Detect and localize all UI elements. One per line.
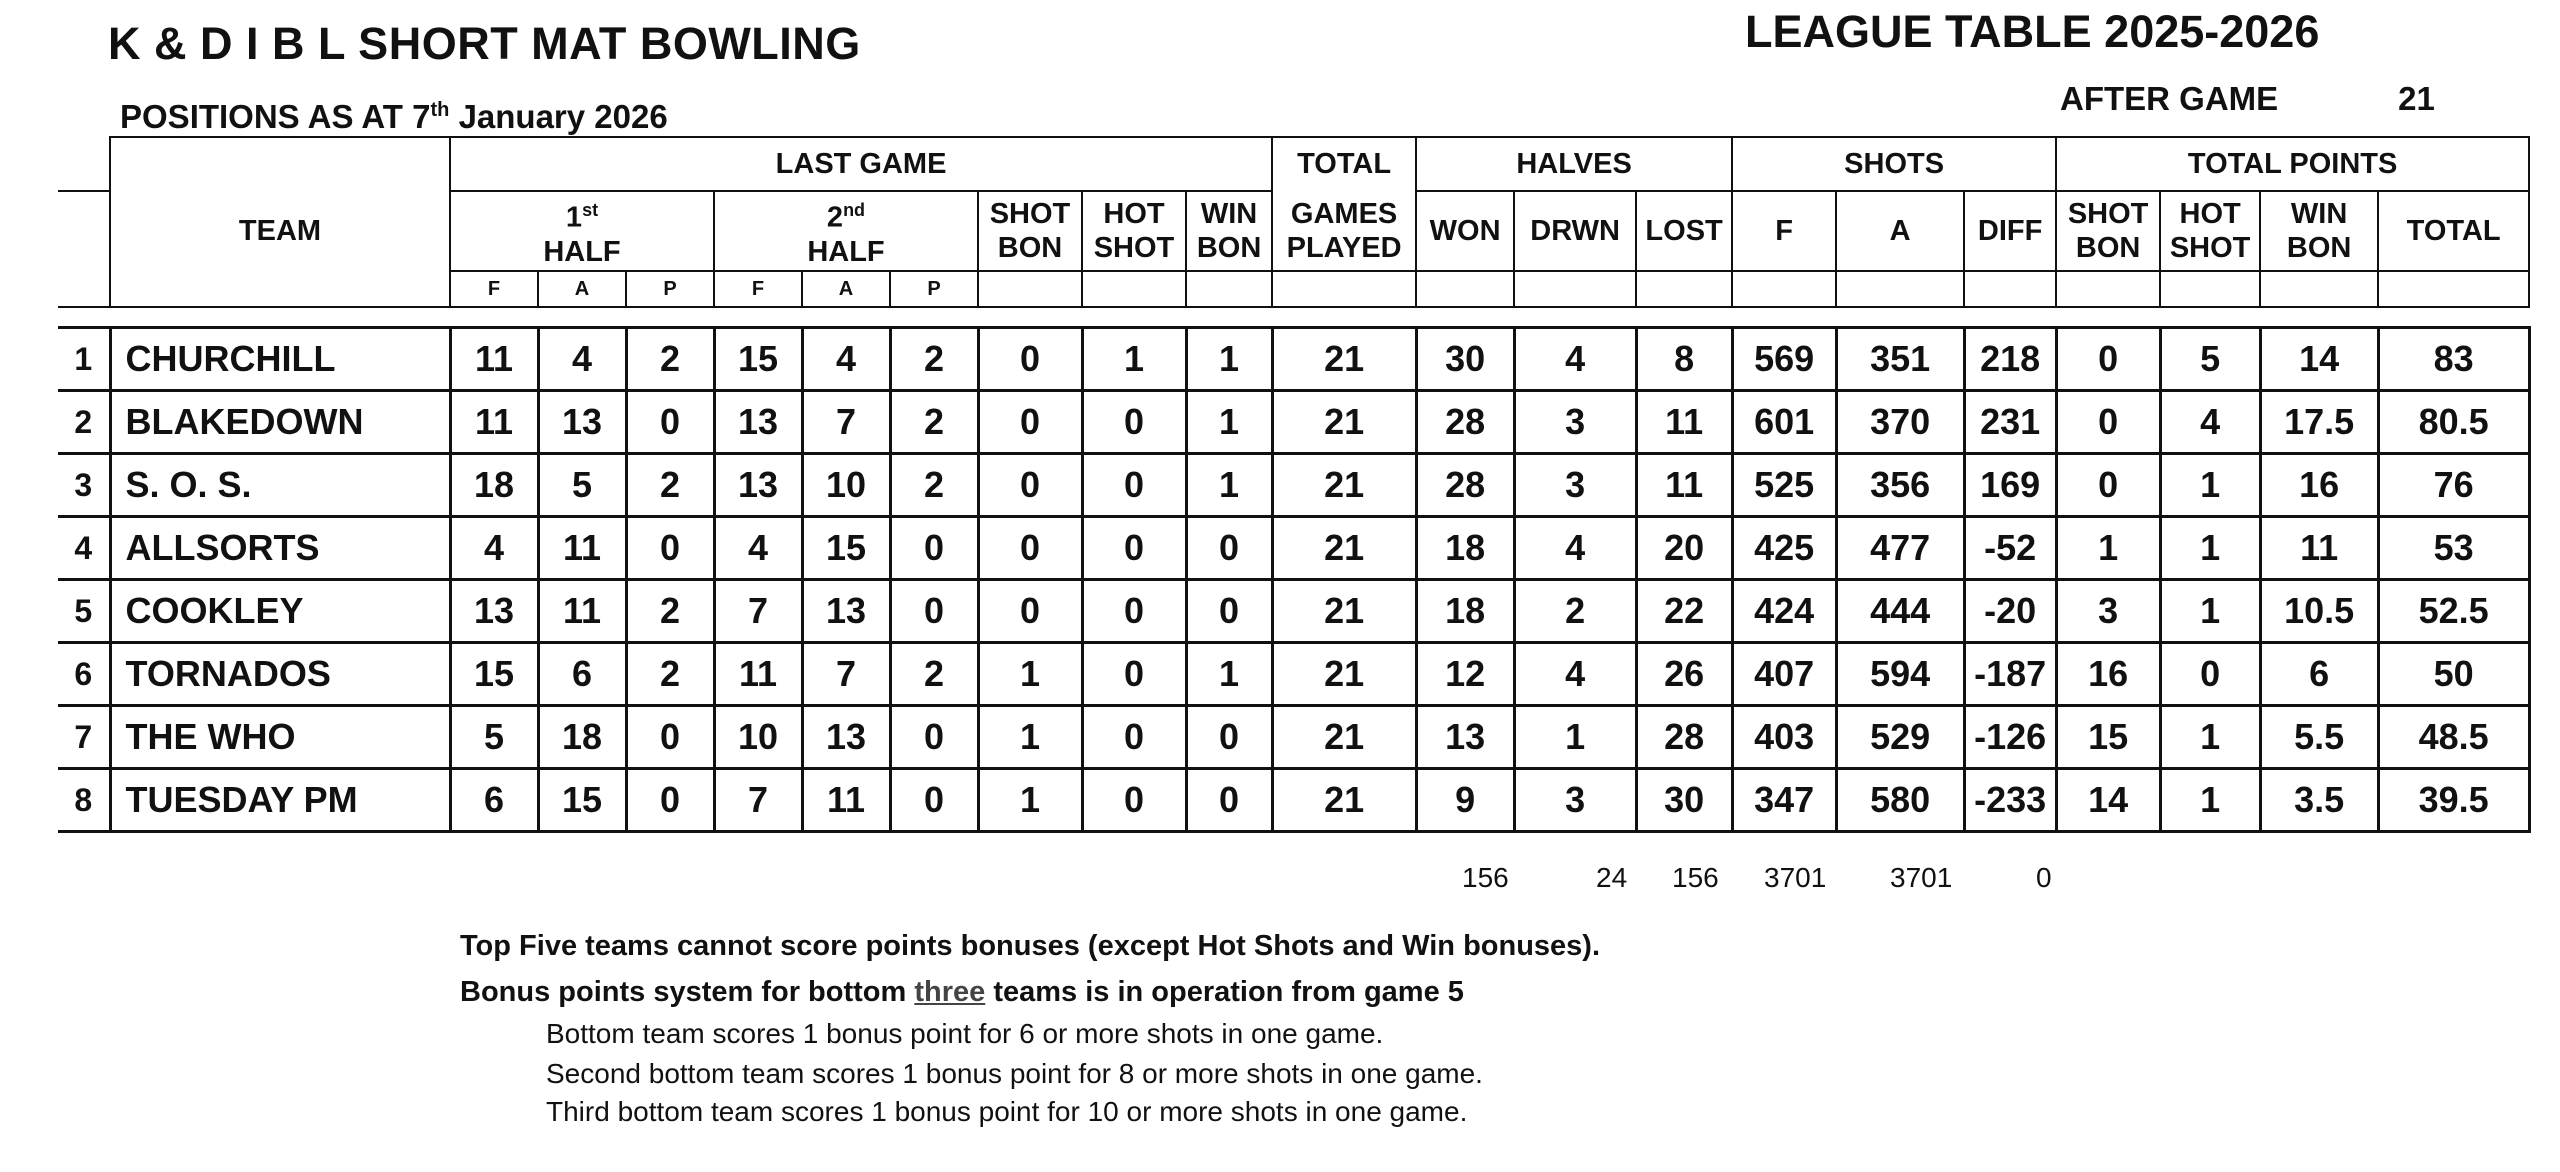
tp-hot-line2: SHOT — [2169, 232, 2251, 264]
cell-h2p: 2 — [890, 328, 978, 391]
drwn-header: DRWN — [1514, 191, 1636, 271]
lost-header: LOST — [1636, 191, 1732, 271]
cell-h1a: 11 — [538, 517, 626, 580]
cell-played: 21 — [1272, 517, 1416, 580]
cell-h2a: 4 — [802, 328, 890, 391]
cell-h2p: 0 — [890, 706, 978, 769]
cell-tp-hot: 1 — [2160, 769, 2260, 832]
tp-shot-line2: BON — [2075, 232, 2141, 264]
cell-team: COOKLEY — [110, 580, 450, 643]
cell-h1p: 2 — [626, 580, 714, 643]
cell-team: TORNADOS — [110, 643, 450, 706]
cell-hot-shot: 0 — [1082, 454, 1186, 517]
games-played-header — [1272, 191, 1416, 271]
cell-pos: 8 — [58, 769, 110, 832]
cell-shot-bon: 1 — [978, 769, 1082, 832]
cell-win-bon: 0 — [1186, 580, 1272, 643]
cell-tp-shot: 16 — [2056, 643, 2160, 706]
cell-h1p: 2 — [626, 328, 714, 391]
cell-played: 21 — [1272, 391, 1416, 454]
cell-h1f: 6 — [450, 769, 538, 832]
shot-bon-line1: SHOT — [989, 198, 1071, 230]
diff-header: DIFF — [1964, 191, 2056, 271]
cell-diff: 169 — [1964, 454, 2056, 517]
tp-win-line2: BON — [2286, 232, 2352, 264]
cell-won: 13 — [1416, 706, 1514, 769]
cell-sf: 347 — [1732, 769, 1836, 832]
tp-shot-line1: SHOT — [2067, 198, 2149, 230]
cell-drwn: 1 — [1514, 706, 1636, 769]
cell-hot-shot: 0 — [1082, 706, 1186, 769]
cell-tp-win: 5.5 — [2260, 706, 2378, 769]
shots-f-header: F — [1732, 191, 1836, 271]
shot-bon-line2: BON — [997, 232, 1063, 264]
cell-team: BLAKEDOWN — [110, 391, 450, 454]
first-half-header — [450, 191, 714, 271]
cell-sf: 525 — [1732, 454, 1836, 517]
cell-h1p: 2 — [626, 643, 714, 706]
sub-empty — [1082, 271, 1186, 307]
cell-team: CHURCHILL — [110, 328, 450, 391]
total-shots-a: 3701 — [1890, 862, 1953, 893]
cell-shot-bon: 0 — [978, 517, 1082, 580]
cell-diff: -187 — [1964, 643, 2056, 706]
second-half-num: 2 — [826, 201, 844, 234]
cell-tp-hot: 1 — [2160, 454, 2260, 517]
cell-h1f: 15 — [450, 643, 538, 706]
table-row — [58, 580, 2529, 643]
note-bonus-system — [460, 976, 1464, 1009]
pos-header — [58, 191, 110, 271]
sub-empty — [1514, 271, 1636, 307]
second-half-header — [714, 191, 978, 271]
cell-drwn: 2 — [1514, 580, 1636, 643]
cell-total: 52.5 — [2378, 580, 2529, 643]
sub-empty — [1836, 271, 1964, 307]
cell-diff: 231 — [1964, 391, 2056, 454]
total-won: 156 — [1462, 862, 1509, 893]
cell-h2f: 10 — [714, 706, 802, 769]
shots-a-header: A — [1836, 191, 1964, 271]
cell-h1f: 5 — [450, 706, 538, 769]
first-half-sup: st — [582, 200, 599, 221]
cell-total: 83 — [2378, 328, 2529, 391]
cell-tp-hot: 1 — [2160, 517, 2260, 580]
total-lost: 156 — [1672, 862, 1719, 893]
sub-empty — [1416, 271, 1514, 307]
win-bon-line2: BON — [1196, 232, 1262, 264]
rule-second-bottom: Second bottom team scores 1 bonus point for 8 or more shots in one game. — [546, 1058, 1483, 1089]
cell-h1p: 0 — [626, 769, 714, 832]
cell-played: 21 — [1272, 769, 1416, 832]
total-drwn: 24 — [1596, 862, 1628, 893]
sub-empty — [1186, 271, 1272, 307]
cell-tp-shot: 0 — [2056, 328, 2160, 391]
cell-diff: 218 — [1964, 328, 2056, 391]
cell-h2a: 7 — [802, 391, 890, 454]
cell-sf: 601 — [1732, 391, 1836, 454]
league-table — [58, 136, 2531, 833]
cell-drwn: 3 — [1514, 391, 1636, 454]
cell-tp-win: 14 — [2260, 328, 2378, 391]
cell-h1a: 6 — [538, 643, 626, 706]
table-row — [58, 517, 2529, 580]
separator — [58, 307, 2529, 328]
cell-total: 53 — [2378, 517, 2529, 580]
cell-h1f: 11 — [450, 391, 538, 454]
table-row — [58, 328, 2529, 391]
cell-total: 48.5 — [2378, 706, 2529, 769]
cell-tp-hot: 4 — [2160, 391, 2260, 454]
table-row — [58, 391, 2529, 454]
cell-tp-shot: 3 — [2056, 580, 2160, 643]
cell-diff: -52 — [1964, 517, 2056, 580]
cell-h1f: 13 — [450, 580, 538, 643]
cell-tp-shot: 14 — [2056, 769, 2160, 832]
cell-sa: 356 — [1836, 454, 1964, 517]
positions-date — [120, 98, 668, 136]
cell-won: 30 — [1416, 328, 1514, 391]
cell-h2f: 15 — [714, 328, 802, 391]
cell-tp-shot: 0 — [2056, 454, 2160, 517]
cell-h1p: 0 — [626, 391, 714, 454]
cell-tp-shot: 15 — [2056, 706, 2160, 769]
cell-shot-bon: 0 — [978, 580, 1082, 643]
cell-h1f: 18 — [450, 454, 538, 517]
h2-a-sub: A — [802, 271, 890, 307]
hot-shot-header — [1082, 191, 1186, 271]
cell-shot-bon: 0 — [978, 454, 1082, 517]
cell-lost: 20 — [1636, 517, 1732, 580]
cell-sa: 370 — [1836, 391, 1964, 454]
cell-team: S. O. S. — [110, 454, 450, 517]
cell-total: 39.5 — [2378, 769, 2529, 832]
cell-h2f: 13 — [714, 391, 802, 454]
team-header: TEAM — [110, 191, 450, 271]
positions-day-suffix: th — [430, 99, 450, 121]
cell-tp-win: 16 — [2260, 454, 2378, 517]
games-line: GAMES — [1290, 197, 1398, 230]
cell-lost: 22 — [1636, 580, 1732, 643]
cell-total: 80.5 — [2378, 391, 2529, 454]
after-game-label: AFTER GAME — [2060, 80, 2279, 117]
cell-h2a: 10 — [802, 454, 890, 517]
cell-team: THE WHO — [110, 706, 450, 769]
cell-tp-win: 17.5 — [2260, 391, 2378, 454]
cell-win-bon: 1 — [1186, 328, 1272, 391]
team-header-top — [110, 137, 450, 191]
cell-shot-bon: 0 — [978, 328, 1082, 391]
note-bonus-b: teams is in operation from game 5 — [985, 976, 1464, 1008]
total-points-header: TOTAL POINTS — [2056, 137, 2529, 191]
cell-h1a: 15 — [538, 769, 626, 832]
cell-win-bon: 1 — [1186, 454, 1272, 517]
cell-tp-shot: 0 — [2056, 391, 2160, 454]
cell-tp-hot: 1 — [2160, 706, 2260, 769]
cell-h1a: 18 — [538, 706, 626, 769]
total-shots-f: 3701 — [1764, 862, 1827, 893]
cell-pos: 5 — [58, 580, 110, 643]
cell-lost: 8 — [1636, 328, 1732, 391]
cell-hot-shot: 1 — [1082, 328, 1186, 391]
rule-bottom-team: Bottom team scores 1 bonus point for 6 or more shots in one game. — [546, 1018, 1384, 1049]
cell-h2f: 11 — [714, 643, 802, 706]
cell-pos: 1 — [58, 328, 110, 391]
cell-drwn: 4 — [1514, 643, 1636, 706]
sub-empty — [1732, 271, 1836, 307]
cell-h2a: 7 — [802, 643, 890, 706]
cell-h1f: 4 — [450, 517, 538, 580]
h2-f-sub: F — [714, 271, 802, 307]
team-sub — [110, 271, 450, 307]
cell-sf: 407 — [1732, 643, 1836, 706]
cell-hot-shot: 0 — [1082, 643, 1186, 706]
cell-sa: 444 — [1836, 580, 1964, 643]
win-bon-header — [1186, 191, 1272, 271]
cell-h2p: 2 — [890, 391, 978, 454]
halves-header: HALVES — [1416, 137, 1732, 191]
sub-empty — [2056, 271, 2160, 307]
cell-win-bon: 0 — [1186, 706, 1272, 769]
after-game-number: 21 — [2398, 80, 2435, 117]
cell-won: 12 — [1416, 643, 1514, 706]
first-half-num: 1 — [565, 201, 583, 234]
cell-hot-shot: 0 — [1082, 391, 1186, 454]
blank-corner — [58, 137, 110, 191]
positions-day: 7 — [412, 98, 431, 135]
cell-lost: 11 — [1636, 391, 1732, 454]
cell-won: 18 — [1416, 517, 1514, 580]
tp-win-line1: WIN — [2290, 198, 2348, 230]
cell-shot-bon: 1 — [978, 643, 1082, 706]
sub-empty — [2260, 271, 2378, 307]
sub-empty — [1272, 271, 1416, 307]
cell-played: 21 — [1272, 580, 1416, 643]
cell-tp-win: 11 — [2260, 517, 2378, 580]
cell-win-bon: 0 — [1186, 517, 1272, 580]
note-top-five: Top Five teams cannot score points bonuses (except Hot Shots and Win bonuses). — [460, 930, 1601, 962]
cell-h1p: 2 — [626, 454, 714, 517]
tp-shot-bon-header — [2056, 191, 2160, 271]
cell-pos: 4 — [58, 517, 110, 580]
cell-sa: 477 — [1836, 517, 1964, 580]
total-diff: 0 — [2036, 862, 2052, 893]
tp-win-bon-header — [2260, 191, 2378, 271]
sub-empty — [2160, 271, 2260, 307]
cell-played: 21 — [1272, 328, 1416, 391]
cell-lost: 30 — [1636, 769, 1732, 832]
sub-empty — [2378, 271, 2529, 307]
table-row — [58, 769, 2529, 832]
second-half-sup: nd — [843, 200, 866, 221]
cell-diff: -20 — [1964, 580, 2056, 643]
cell-sf: 569 — [1732, 328, 1836, 391]
sub-empty — [1636, 271, 1732, 307]
cell-hot-shot: 0 — [1082, 769, 1186, 832]
cell-shot-bon: 1 — [978, 706, 1082, 769]
cell-tp-win: 3.5 — [2260, 769, 2378, 832]
cell-sa: 529 — [1836, 706, 1964, 769]
cell-won: 9 — [1416, 769, 1514, 832]
h1-f-sub: F — [450, 271, 538, 307]
won-header: WON — [1416, 191, 1514, 271]
cell-pos: 6 — [58, 643, 110, 706]
cell-pos: 3 — [58, 454, 110, 517]
cell-won: 18 — [1416, 580, 1514, 643]
cell-h1a: 13 — [538, 391, 626, 454]
rule-third-bottom: Third bottom team scores 1 bonus point for 10 or more shots in one game. — [546, 1096, 1468, 1127]
note-bonus-underlined: three — [914, 976, 986, 1008]
cell-h2a: 15 — [802, 517, 890, 580]
cell-h2f: 7 — [714, 580, 802, 643]
first-half-label: HALF — [543, 235, 621, 268]
cell-h1p: 0 — [626, 517, 714, 580]
cell-diff: -233 — [1964, 769, 2056, 832]
cell-tp-shot: 1 — [2056, 517, 2160, 580]
hot-shot-line1: HOT — [1103, 198, 1165, 230]
cell-drwn: 3 — [1514, 454, 1636, 517]
table-row — [58, 454, 2529, 517]
cell-total: 50 — [2378, 643, 2529, 706]
tp-total-header: TOTAL — [2378, 191, 2529, 271]
cell-sf: 425 — [1732, 517, 1836, 580]
sub-empty — [978, 271, 1082, 307]
hot-shot-line2: SHOT — [1093, 232, 1175, 264]
cell-won: 28 — [1416, 391, 1514, 454]
cell-win-bon: 1 — [1186, 391, 1272, 454]
cell-h2p: 2 — [890, 643, 978, 706]
cell-tp-hot: 5 — [2160, 328, 2260, 391]
cell-won: 28 — [1416, 454, 1514, 517]
tp-hot-shot-header — [2160, 191, 2260, 271]
note-bonus-a: Bonus points system for bottom — [460, 976, 915, 1008]
cell-h1a: 11 — [538, 580, 626, 643]
h2-p-sub: P — [890, 271, 978, 307]
cell-played: 21 — [1272, 706, 1416, 769]
cell-tp-win: 10.5 — [2260, 580, 2378, 643]
cell-h2p: 2 — [890, 454, 978, 517]
cell-played: 21 — [1272, 454, 1416, 517]
cell-h2a: 13 — [802, 580, 890, 643]
cell-h1f: 11 — [450, 328, 538, 391]
sub-empty — [1964, 271, 2056, 307]
cell-hot-shot: 0 — [1082, 517, 1186, 580]
win-bon-line1: WIN — [1200, 198, 1258, 230]
cell-h2p: 0 — [890, 517, 978, 580]
shot-bon-header — [978, 191, 1082, 271]
positions-month-year: January 2026 — [458, 98, 668, 135]
cell-sf: 424 — [1732, 580, 1836, 643]
cell-total: 76 — [2378, 454, 2529, 517]
cell-h2f: 13 — [714, 454, 802, 517]
pos-sub — [58, 271, 110, 307]
league-table-title: LEAGUE TABLE 2025-2026 — [1745, 6, 2320, 57]
cell-sa: 580 — [1836, 769, 1964, 832]
cell-pos: 7 — [58, 706, 110, 769]
tp-hot-line1: HOT — [2179, 198, 2241, 230]
cell-drwn: 4 — [1514, 328, 1636, 391]
cell-tp-hot: 0 — [2160, 643, 2260, 706]
cell-lost: 11 — [1636, 454, 1732, 517]
cell-drwn: 3 — [1514, 769, 1636, 832]
cell-played: 21 — [1272, 643, 1416, 706]
cell-sf: 403 — [1732, 706, 1836, 769]
cell-shot-bon: 0 — [978, 391, 1082, 454]
cell-pos: 2 — [58, 391, 110, 454]
cell-lost: 26 — [1636, 643, 1732, 706]
last-game-header: LAST GAME — [450, 137, 1272, 191]
cell-drwn: 4 — [1514, 517, 1636, 580]
page-title: K & D I B L SHORT MAT BOWLING — [108, 18, 861, 69]
cell-hot-shot: 0 — [1082, 580, 1186, 643]
cell-h1a: 5 — [538, 454, 626, 517]
cell-diff: -126 — [1964, 706, 2056, 769]
second-half-label: HALF — [807, 235, 885, 268]
cell-h2f: 7 — [714, 769, 802, 832]
cell-win-bon: 1 — [1186, 643, 1272, 706]
cell-tp-win: 6 — [2260, 643, 2378, 706]
cell-h2p: 0 — [890, 580, 978, 643]
positions-prefix: POSITIONS AS AT — [120, 98, 403, 135]
h1-a-sub: A — [538, 271, 626, 307]
cell-sa: 594 — [1836, 643, 1964, 706]
cell-lost: 28 — [1636, 706, 1732, 769]
total-header: TOTAL — [1272, 137, 1416, 191]
after-game — [2060, 80, 2435, 118]
played-line: PLAYED — [1286, 231, 1402, 264]
shots-header: SHOTS — [1732, 137, 2056, 191]
cell-team: TUESDAY PM — [110, 769, 450, 832]
h1-p-sub: P — [626, 271, 714, 307]
cell-h1p: 0 — [626, 706, 714, 769]
cell-h2a: 11 — [802, 769, 890, 832]
cell-h2p: 0 — [890, 769, 978, 832]
table-row — [58, 643, 2529, 706]
cell-h1a: 4 — [538, 328, 626, 391]
cell-win-bon: 0 — [1186, 769, 1272, 832]
cell-h2f: 4 — [714, 517, 802, 580]
cell-team: ALLSORTS — [110, 517, 450, 580]
table-row — [58, 706, 2529, 769]
cell-tp-hot: 1 — [2160, 580, 2260, 643]
cell-sa: 351 — [1836, 328, 1964, 391]
cell-h2a: 13 — [802, 706, 890, 769]
